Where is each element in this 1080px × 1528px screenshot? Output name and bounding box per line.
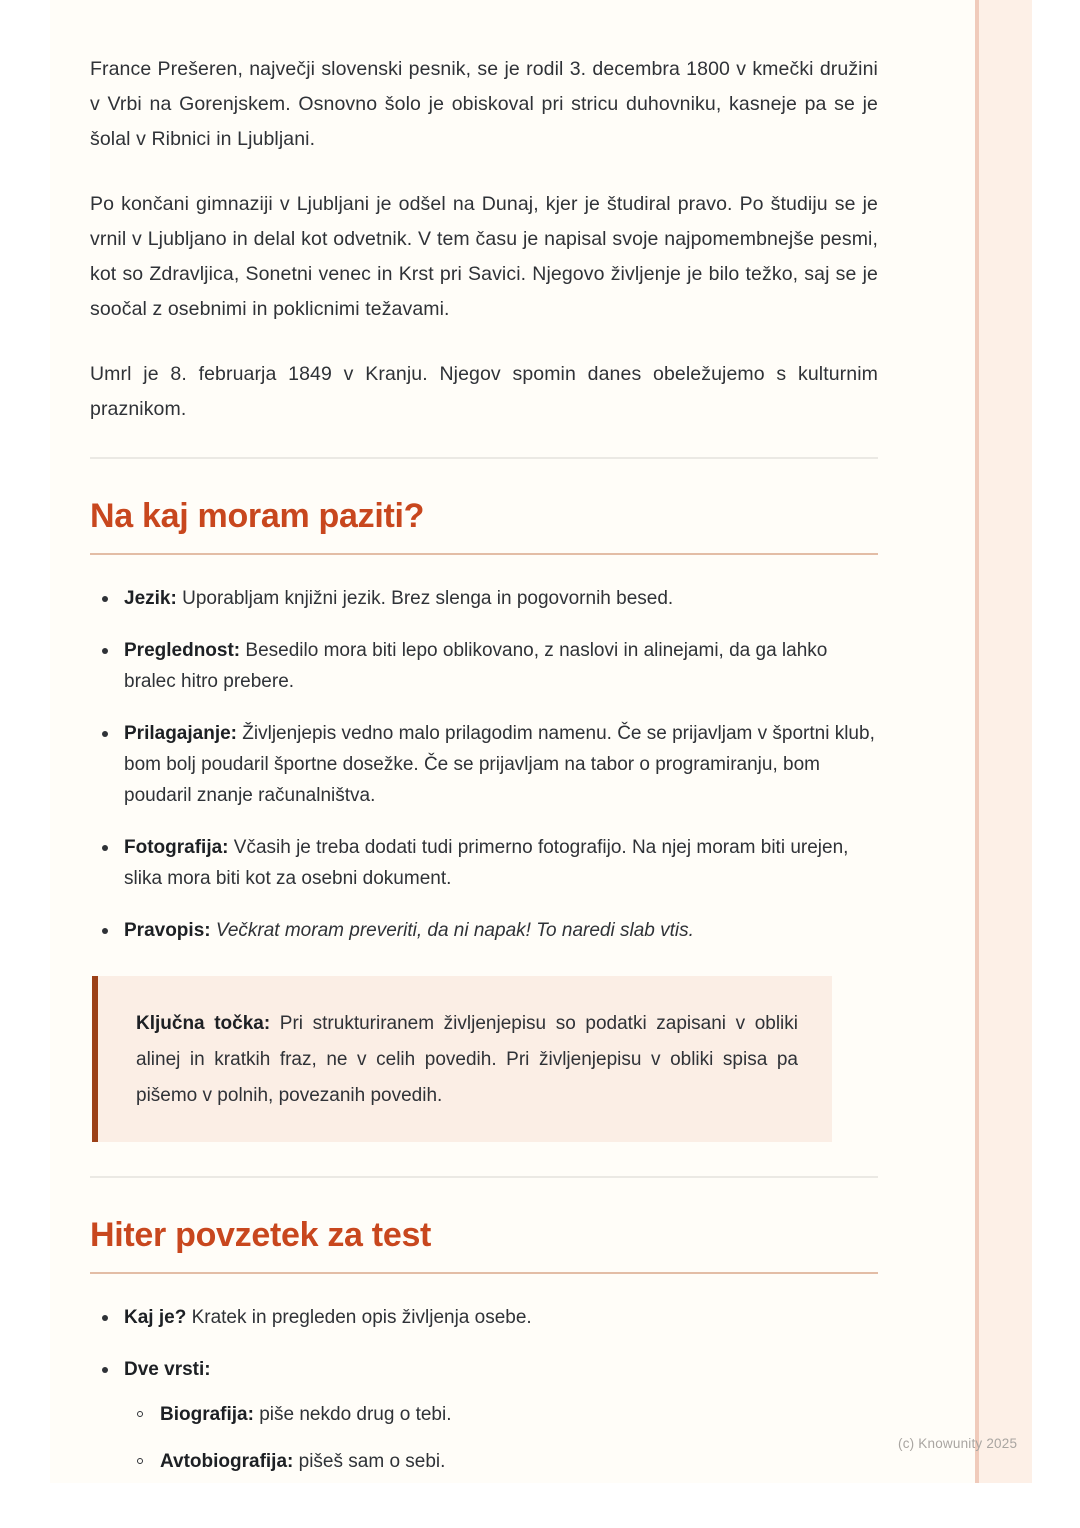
callout-text: Pri strukturiranem življenjepisu so podatki zapisani v obliki alinej in kratkih fraz, ne v celih povedih. Pri življenjepisu v obliki spisa pa pišemo v polnih, povezanih povedih.: [136, 1013, 798, 1106]
callout-paragraph: [136, 1006, 798, 1114]
heading-underline-1: [90, 553, 878, 555]
paragraph-3: Umrl je 8. februarja 1849 v Kranju. Njegov spomin danes obeležujemo s kulturnim praznikom.: [90, 363, 878, 420]
heading-underline-2: [90, 1272, 878, 1274]
section-divider-1: [90, 457, 878, 459]
watermark: (c) Knowunity 2025: [898, 1436, 1018, 1451]
list-item: [90, 832, 878, 894]
list-item-text: Uporabljam knjižni jezik. Brez slenga in pogovornih besed.: [176, 588, 674, 609]
list-item: [90, 635, 878, 697]
list-item-lead: Kaj je?: [124, 1307, 187, 1328]
list-item-text: Življenjepis vedno malo prilagodim namenu. Če se prijavljam v športni klub, bom bolj poudaril športne dosežke. Če se prijavljam na tabor o programiranju, bom poudaril znanje računalništva.: [124, 723, 875, 806]
list-item: [90, 915, 878, 946]
sublist-item-text: pišeš sam o sebi.: [293, 1451, 446, 1472]
list-hiter-povzetek: [90, 1302, 878, 1477]
key-point-callout: [92, 976, 832, 1142]
section-heading-na-kaj-moram-paziti: Na kaj moram paziti?: [90, 497, 425, 535]
paragraph-2: Po končani gimnaziji v Ljubljani je odšel na Dunaj, kjer je študiral pravo. Po študiju se je vrnil v Ljubljano in delal kot odvetnik. V tem času je napisal svoje najpomembnejše pesmi, kot so Zdravljica, Sonetni venec in Krst pri Savici. Njegovo življenje je bilo težko, saj se je soočal z osebnimi in poklicnimi težavami.: [90, 193, 878, 320]
list-item-text: Večkrat moram preveriti, da ni napak! To naredi slab vtis.: [210, 920, 694, 941]
callout-lead: Ključna točka:: [136, 1013, 271, 1034]
list-item-lead: Jezik:: [124, 588, 177, 609]
list-item: [90, 1354, 878, 1477]
decorative-right-strip: [975, 0, 1032, 1483]
list-item-text: Včasih je treba dodati tudi primerno fotografijo. Na njej moram biti urejen, slika mora biti kot za osebni dokument.: [124, 837, 849, 889]
document-page: [50, 0, 1032, 1483]
list-item-lead: Fotografija:: [124, 837, 229, 858]
list-item: [90, 1302, 878, 1333]
list-item-lead: Prilagajanje:: [124, 723, 237, 744]
list-item-lead: Preglednost:: [124, 640, 241, 661]
sublist-item-lead: Avtobiografija:: [160, 1451, 294, 1472]
sublist-item: [124, 1399, 878, 1430]
list-item-lead: Pravopis:: [124, 920, 211, 941]
sublist-item-lead: Biografija:: [160, 1404, 254, 1425]
list-item-lead: Dve vrsti:: [124, 1359, 211, 1380]
section-divider-2: [90, 1176, 878, 1178]
list-item: [90, 718, 878, 811]
list-na-kaj-moram-paziti: [90, 583, 878, 946]
list-item: [90, 583, 878, 614]
decorative-right-strip-line: [975, 0, 979, 1483]
section-heading-hiter-povzetek-za-test: Hiter povzetek za test: [90, 1216, 432, 1254]
paragraph-1: France Prešeren, največji slovenski pesnik, se je rodil 3. decembra 1800 v kmečki družini v Vrbi na Gorenjskem. Osnovno šolo je obiskoval pri stricu duhovniku, kasneje pa se je šolal v Ribnici in Ljubljani.: [90, 58, 878, 150]
sublist-dve-vrsti: [124, 1399, 878, 1477]
list-item-text: Kratek in pregleden opis življenja osebe.: [186, 1307, 532, 1328]
sublist-item-text: piše nekdo drug o tebi.: [253, 1404, 452, 1425]
sublist-item: [124, 1446, 878, 1477]
list-item-text: Besedilo mora biti lepo oblikovano, z naslovi in alinejami, da ga lahko bralec hitro prebere.: [124, 640, 828, 692]
document-content: [90, 0, 878, 1483]
